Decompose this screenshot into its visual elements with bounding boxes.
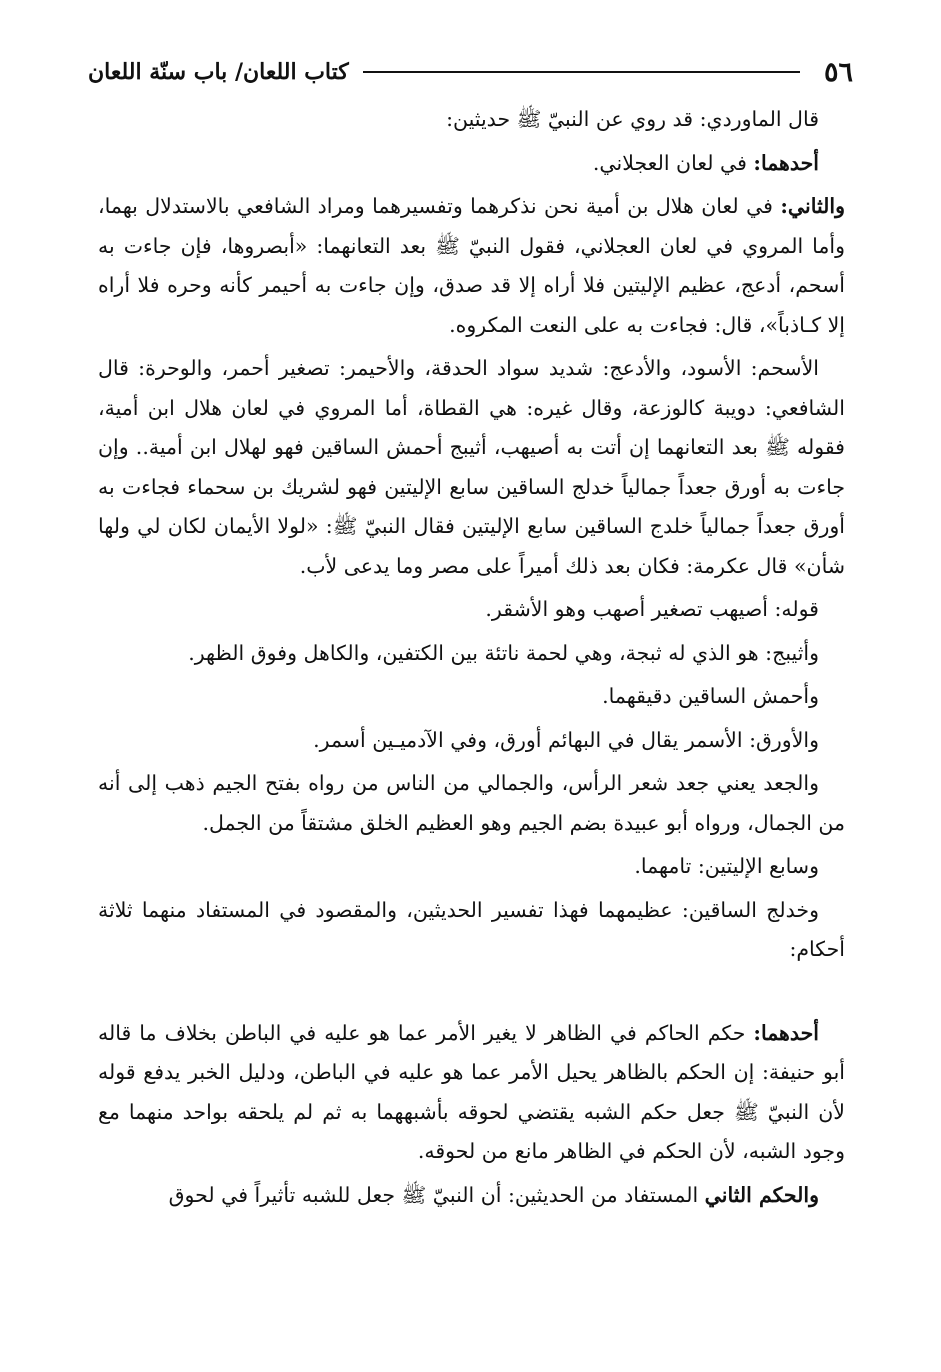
paragraph: والحكم الثاني المستفاد من الحديثين: أن النبيّ ﷺ جعل للشبه تأثيراً في لحوق — [168, 1182, 819, 1207]
paragraph: وخدلج الساقين: عظيمهما فهذا تفسير الحديثين، والمقصود في المستفاد منهما ثلاثة أحكام: — [98, 897, 845, 961]
running-title: كتاب اللعان/ باب سنّة اللعان — [88, 59, 349, 85]
paragraph: وأثيبج: هو الذي له ثبجة، وهي لحمة ناتئة بين الكتفين، والكاهل وفوق الظهر. — [188, 640, 819, 665]
paragraph: والجعد يعني جعد شعر الرأس، والجمالي من الناس من رواه بفتح الجيم ذهب إلى أنه من الجمال، ورواه أبو عبيدة بضم الجيم وهو العظيم الخلق مشتقاً من الجمل. — [98, 771, 845, 835]
paragraph: قوله: أصيهب تصغير أصهب وهو الأشقر. — [485, 597, 819, 621]
paragraph: قال الماوردي: قد روي عن النبيّ ﷺ حديثين: — [446, 107, 819, 131]
page-number: ٥٦ — [823, 56, 853, 88]
paragraph: وأحمش الساقين دقيقهما. — [602, 684, 819, 708]
section-gap — [98, 974, 845, 1014]
page-body — [98, 100, 845, 1219]
paragraph: والأورق: الأسمر يقال في البهائم أورق، وفي الآدميـين أسمر. — [313, 727, 819, 752]
paragraph: أحدهما: في لعان العجلاني. — [592, 150, 819, 175]
header-rule — [363, 71, 800, 73]
paragraph: الأسحم: الأسود، والأدعج: شديد سواد الحدقة، والأحيمر: تصغير أحمر، والوحرة: قال الشافعي: دويبة كالوزعة، وقال غيره: هي القطاة، أما المروي في لعان هلال ابن أمية، فقوله ﷺ بعد التعانهما إن أتت به أصيهب، أثيبج أحمش الساقين فهو لهلال ابن أمية.. وإن جاءت به أورق جعداً جمالياً خدلج الساقين سابع الإليتين فهو لشريك بن سحماء فجاءت به أورق جعداً جمالياً خلدج الساقين سابع الإليتين فقال النبيّ ﷺ: «لولا الأيمان لكان لي ولها شأن» قال عكرمة: فكان بعد ذلك أميراً على مصر وما يدعى لأب. — [98, 356, 845, 578]
page-header — [88, 52, 853, 92]
paragraph: وسابع الإليتين: تامهما. — [634, 854, 819, 878]
paragraph: أحدهما: حكم الحاكم في الظاهر لا يغير الأمر عما هو عليه في الباطن بخلاف ما قاله أبو حنيفة: إن الحكم بالظاهر يحيل الأمر عما هو عليه في الباطن، ودليل الخبر يدفع قوله لأن النبيّ ﷺ جعل حكم الشبه يقتضي لحوقه بأشبههما به ثم لم يلحقه بواحد منهما مع وجود الشبه، لأن الحكم في الظاهر مانع من لحوقه. — [98, 1020, 845, 1163]
paragraph: والثاني: في لعان هلال بن أمية نحن نذكرهما وتفسيرهما ومراد الشافعي بالاستدلال بهما، وأما المروي في لعان العجلاني، فقول النبيّ ﷺ بعد التعانهما: «أبصروها، فإن جاءت به أسحم، أدعج، عظيم الإليتين فلا أراه إلا قد صدق، وإن جاءت به أحيمر كأنه وحره فلا أراه إلا كـاذباً»، قال: فجاءت به على النعت المكروه. — [98, 194, 845, 337]
